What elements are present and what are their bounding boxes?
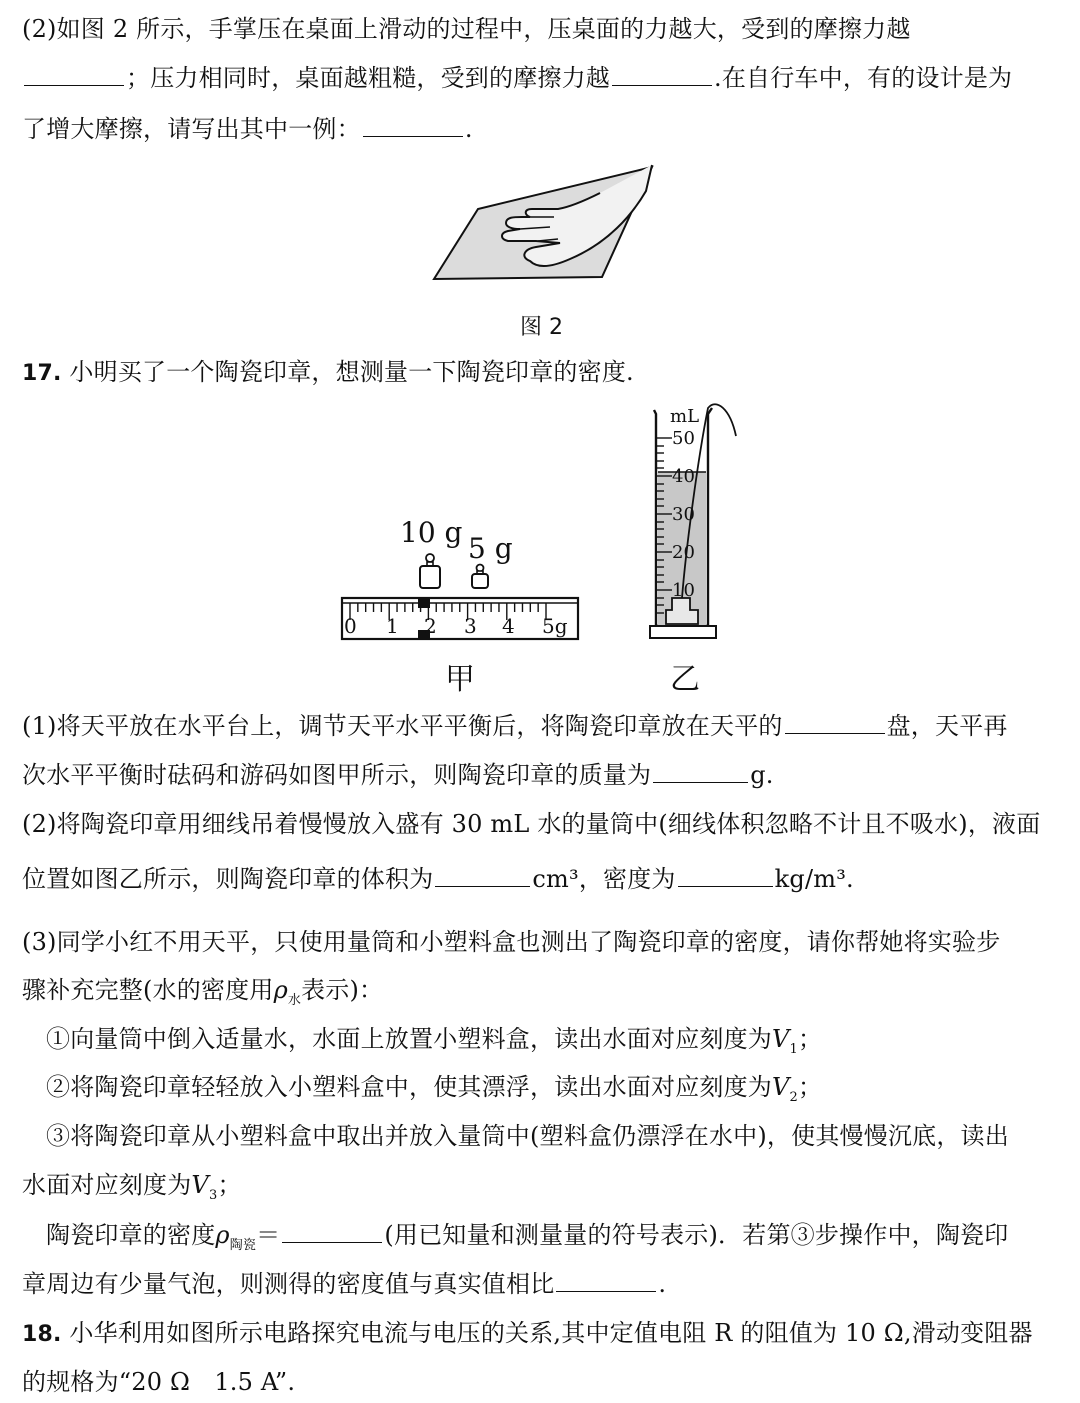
q16-part2-line3: 了增大摩擦，请写出其中一例： . <box>22 115 473 143</box>
q18-line2: 的规格为“20 Ω 1.5 A”. <box>22 1368 296 1396</box>
q17-density-line2: 章周边有少量气泡，则测得的密度值与真实值相比 . <box>22 1270 667 1298</box>
q16-part2-line1: (2)如图 2 所示，手掌压在桌面上滑动的过程中，压桌面的力越大，受到的摩擦力越 <box>22 15 911 43</box>
hand-on-table-figure <box>420 155 660 285</box>
q17-s2-line2: 位置如图乙所示，则陶瓷印章的体积为 cm³，密度为 kg/m³. <box>22 865 854 893</box>
q17-s2-line1: (2)将陶瓷印章用细线吊着慢慢放入盛有 30 mL 水的量筒中(细线体积忽略不计且不吸水)，液面 <box>22 810 1041 838</box>
figure-yi-caption: 乙 <box>670 662 700 697</box>
q17-step1: ①向量筒中倒入适量水，水面上放置小塑料盒，读出水面对应刻度为$V_1$； <box>46 1025 823 1057</box>
figure-2-caption: 图 2 <box>520 315 563 340</box>
answer-blank[interactable] <box>363 114 463 137</box>
weight-label-10g: 10 g <box>400 516 463 549</box>
balance-weights-figure <box>338 510 583 650</box>
q17-stem: 17. 小明买了一个陶瓷印章，想测量一下陶瓷印章的密度. <box>22 358 634 386</box>
q17-s3-line1: (3)同学小红不用天平，只使用量筒和小塑料盒也测出了陶瓷印章的密度，请你帮她将实验步 <box>22 928 1001 956</box>
answer-blank[interactable] <box>612 63 712 86</box>
cylinder-mark-50: 50 <box>672 428 695 449</box>
answer-blank[interactable] <box>24 63 124 86</box>
q17-s1-line2: 次水平平衡时砝码和游码如图甲所示，则陶瓷印章的质量为 g. <box>22 761 774 789</box>
graduated-cylinder-figure <box>640 398 750 646</box>
answer-blank[interactable] <box>785 711 885 734</box>
scale-label-3: 3 <box>464 614 477 638</box>
q17-step2: ②将陶瓷印章轻轻放入小塑料盒中，使其漂浮，读出水面对应刻度为$V_2$； <box>46 1073 823 1105</box>
cylinder-mark-10: 10 <box>672 580 695 601</box>
q17-step3-line1: ③将陶瓷印章从小塑料盒中取出并放入量筒中(塑料盒仍漂浮在水中)，使其慢慢沉底，读出 <box>46 1122 1009 1150</box>
cylinder-mark-40: 40 <box>672 466 695 487</box>
scale-label-2: 2 <box>424 614 437 638</box>
answer-blank[interactable] <box>556 1269 656 1292</box>
answer-blank[interactable] <box>282 1220 382 1243</box>
answer-blank[interactable] <box>435 864 530 887</box>
q17-s3-line2: 骤补充完整(水的密度用$\rho_水$表示)： <box>22 976 384 1008</box>
answer-blank[interactable] <box>678 864 773 887</box>
figure-jia-caption: 甲 <box>445 662 475 697</box>
scale-label-1: 1 <box>386 614 399 638</box>
cylinder-unit-label: mL <box>670 406 700 427</box>
cylinder-mark-30: 30 <box>672 504 695 525</box>
q17-s1-line1: (1)将天平放在水平台上，调节天平水平平衡后，将陶瓷印章放在天平的 盘，天平再 <box>22 712 1008 740</box>
q17-density-line1: 陶瓷印章的密度$\rho_{陶瓷}=$ (用已知量和测量量的符号表示)．若第③步操作中，陶瓷印 <box>46 1221 1009 1253</box>
scale-label-0: 0 <box>344 614 357 638</box>
q17-step3-line2: 水面对应刻度为$V_3$； <box>22 1171 242 1203</box>
cylinder-mark-20: 20 <box>672 542 695 563</box>
weight-10g-icon <box>420 554 440 588</box>
weight-label-5g: 5 g <box>468 532 513 565</box>
weight-5g-icon <box>472 565 488 589</box>
scale-label-5g: 5g <box>542 614 568 638</box>
scale-label-4: 4 <box>502 614 515 638</box>
q18-line1: 18. 小华利用如图所示电路探究电流与电压的关系,其中定值电阻 R 的阻值为 10 Ω,滑动变阻器 <box>22 1319 1033 1347</box>
q16-part2-line2: ；压力相同时，桌面越粗糙，受到的摩擦力越 .在自行车中，有的设计是为 <box>22 63 1012 93</box>
answer-blank[interactable] <box>653 760 748 783</box>
